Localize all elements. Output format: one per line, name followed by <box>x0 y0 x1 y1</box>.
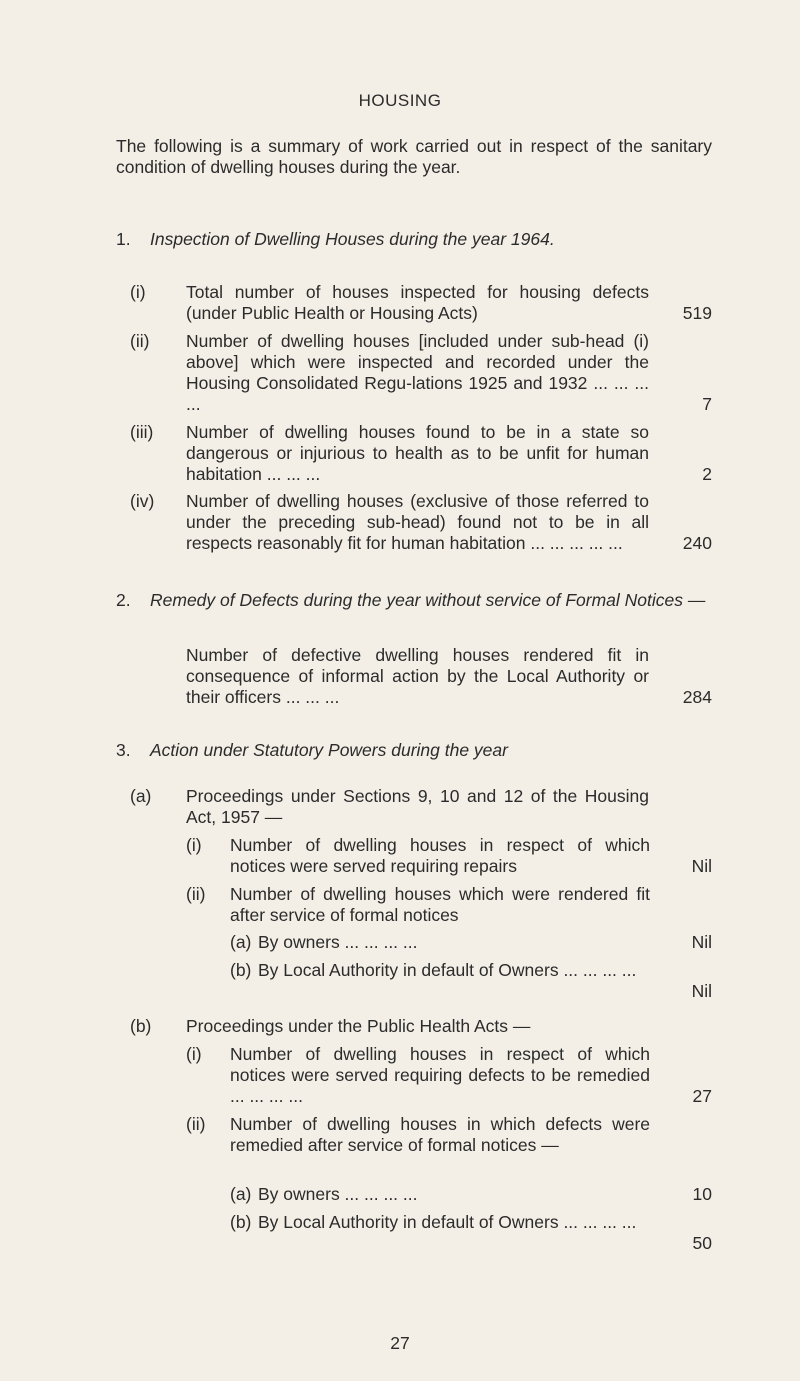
s1-iii-label: (iii) <box>130 422 154 442</box>
s1-i-text: Total number of houses inspected for housing defects (under Public Health or Housing Acts) <box>186 282 649 323</box>
s3-b-ii-label: (ii) <box>186 1114 206 1134</box>
page-number: 27 <box>390 1333 410 1353</box>
s1-i-label: (i) <box>130 282 146 302</box>
s1-iv-label: (iv) <box>130 491 155 511</box>
s3-a-ii-b-text: By Local Authority in default of Owners ... ... ... ... <box>258 960 637 980</box>
s3-b-i-label: (i) <box>186 1044 202 1064</box>
s3-a-ii-a-label: (a) <box>230 932 252 952</box>
s1-ii-text: Number of dwelling houses [included under sub-head (i) above] which were inspected and recorded under the Housing Consolidated Regu-lations 1925 and 1932 ... ... ... ... <box>186 331 649 414</box>
s1-ii-value: 7 <box>702 394 712 414</box>
s1-iii-value: 2 <box>702 464 712 484</box>
s3-b-ii-text: Number of dwelling houses in which defects were remedied after service of formal notices — <box>230 1114 650 1155</box>
intro-paragraph: The following is a summary of work carried out in respect of the sanitary condition of dwelling houses during the year. <box>116 136 712 177</box>
s3-b-label: (b) <box>130 1016 152 1036</box>
s3-a-ii-text: Number of dwelling houses which were rendered fit after service of formal notices <box>230 884 650 925</box>
s2-value: 284 <box>682 687 712 707</box>
s3-b-ii-a-label: (a) <box>230 1184 252 1204</box>
s3-a-i-text: Number of dwelling houses in respect of which notices were served requiring repairs <box>230 835 650 876</box>
s1-i-value: 519 <box>682 303 712 323</box>
s3-b-ii-b-text: By Local Authority in default of Owners ... ... ... ... <box>258 1212 637 1232</box>
s3-a-ii-b-label: (b) <box>230 960 252 980</box>
s3-b-i-value: 27 <box>692 1086 712 1106</box>
s3-a-ii-a-text: By owners ... ... ... ... <box>258 932 418 952</box>
section-3-number: 3. <box>116 740 131 760</box>
s3-b-ii-b-label: (b) <box>230 1212 252 1232</box>
s3-a-i-label: (i) <box>186 835 202 855</box>
s2-text: Number of defective dwelling houses rendered fit in consequence of informal action by the Local Authority or their officers ... ... ... <box>186 645 649 707</box>
s3-a-ii-a-value: Nil <box>691 932 712 952</box>
s3-a-text: Proceedings under Sections 9, 10 and 12 of the Housing Act, 1957 — <box>186 786 649 827</box>
s3-b-i-text: Number of dwelling houses in respect of which notices were served requiring defects to be remedied ... ... ... ... <box>230 1044 650 1106</box>
section-2-number: 2. <box>116 590 131 610</box>
s3-b-ii-a-text: By owners ... ... ... ... <box>258 1184 418 1204</box>
section-1-number: 1. <box>116 229 131 249</box>
s1-ii-label: (ii) <box>130 331 150 351</box>
s3-b-text: Proceedings under the Public Health Acts — <box>186 1016 531 1036</box>
s3-b-ii-a-value: 10 <box>692 1184 712 1204</box>
section-3-heading: Action under Statutory Powers during the year <box>150 740 508 760</box>
s1-iii-text: Number of dwelling houses found to be in a state so dangerous or injurious to health as to be unfit for human habitation ... ... ... <box>186 422 649 484</box>
s3-a-ii-label: (ii) <box>186 884 206 904</box>
s3-a-label: (a) <box>130 786 152 806</box>
s1-iv-text: Number of dwelling houses (exclusive of those referred to under the preceding sub-head) found not to be in all respects reasonably fit for human habitation ... ... ... ... ... <box>186 491 649 553</box>
s3-b-ii-b-value: 50 <box>692 1233 712 1253</box>
s3-a-i-value: Nil <box>691 856 712 876</box>
section-2-heading: Remedy of Defects during the year without service of Formal Notices — <box>150 590 706 610</box>
s1-iv-value: 240 <box>682 533 712 553</box>
page-title: HOUSING <box>358 91 442 110</box>
s3-a-ii-b-value: Nil <box>691 981 712 1001</box>
section-1-heading: Inspection of Dwelling Houses during the year 1964. <box>150 229 555 249</box>
